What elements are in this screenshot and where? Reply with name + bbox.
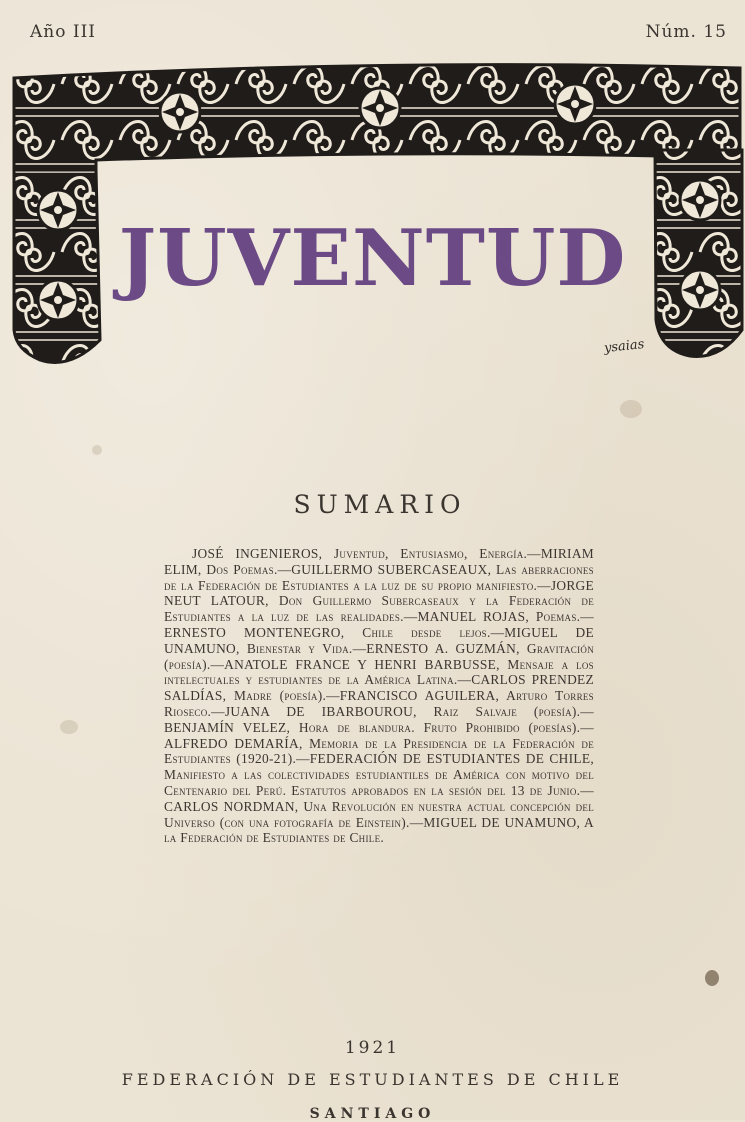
paper-stain [705,970,719,986]
section-heading: SUMARIO [293,490,467,519]
paper-stain [620,400,642,418]
publication-city: SANTIAGO [309,1106,436,1122]
volume-label: Año III [30,22,97,42]
publication-year: 1921 [344,1038,401,1058]
magazine-title: JUVENTUD [118,213,627,304]
issue-number: Núm. 15 [645,22,727,42]
artist-signature: ysaias [603,336,646,357]
publisher-name: FEDERACIÓN DE ESTUDIANTES DE CHILE [121,1070,624,1089]
paper-stain [92,445,102,455]
floral-border-icon [0,0,745,370]
paper-stain [60,720,78,734]
table-of-contents: JOSÉ INGENIEROS, Juventud, Entusiasmo, Energía.—MIRIAM ELIM, Dos Poemas.—GUILLERMO SUBERCASEAUX, Las aberraciones de la Federación de Estudiantes a la luz de su propio manifiesto.—JORGE NEUT LATOUR, Don Guillermo Subercaseaux y la Federación de Estudiantes a la luz de las realidades.—MANUEL ROJAS, Poemas.—ERNESTO MONTENEGRO, Chile desde lejos.—MIGUEL DE UNAMUNO, Bienestar y Vida.—ERNESTO A. GUZMÁN, Gravitación (poesía).—ANATOLE FRANCE Y HENRI BARBUSSE, Mensaje a los intelectuales y estudiantes de la América Latina.—CARLOS PRENDEZ SALDÍAS, Madre (poesía).—FRANCISCO AGUILERA, Arturo Torres Rioseco.—JUANA DE IBARBOUROU, Raiz Salvaje (poesía).—BENJAMÍN VELEZ, Hora de blandura. Fruto Prohibido (poesías).—ALFREDO DEMARÍA, Memoria de la Presidencia de la Federación de Estudiantes (1920-21).—FEDERACIÓN DE ESTUDIANTES DE CHILE, Manifiesto a las colectividades estudiantiles de América con motivo del Centenario del Perú. Estatutos aprobados en la sesión del 13 de Junio.—CARLOS NORDMAN, Una Revolución en nuestra actual concepción del Universo (con una fotografía de Einstein).—MIGUEL DE UNAMUNO, A la Federación de Estudiantes de Chile. [164,546,594,846]
